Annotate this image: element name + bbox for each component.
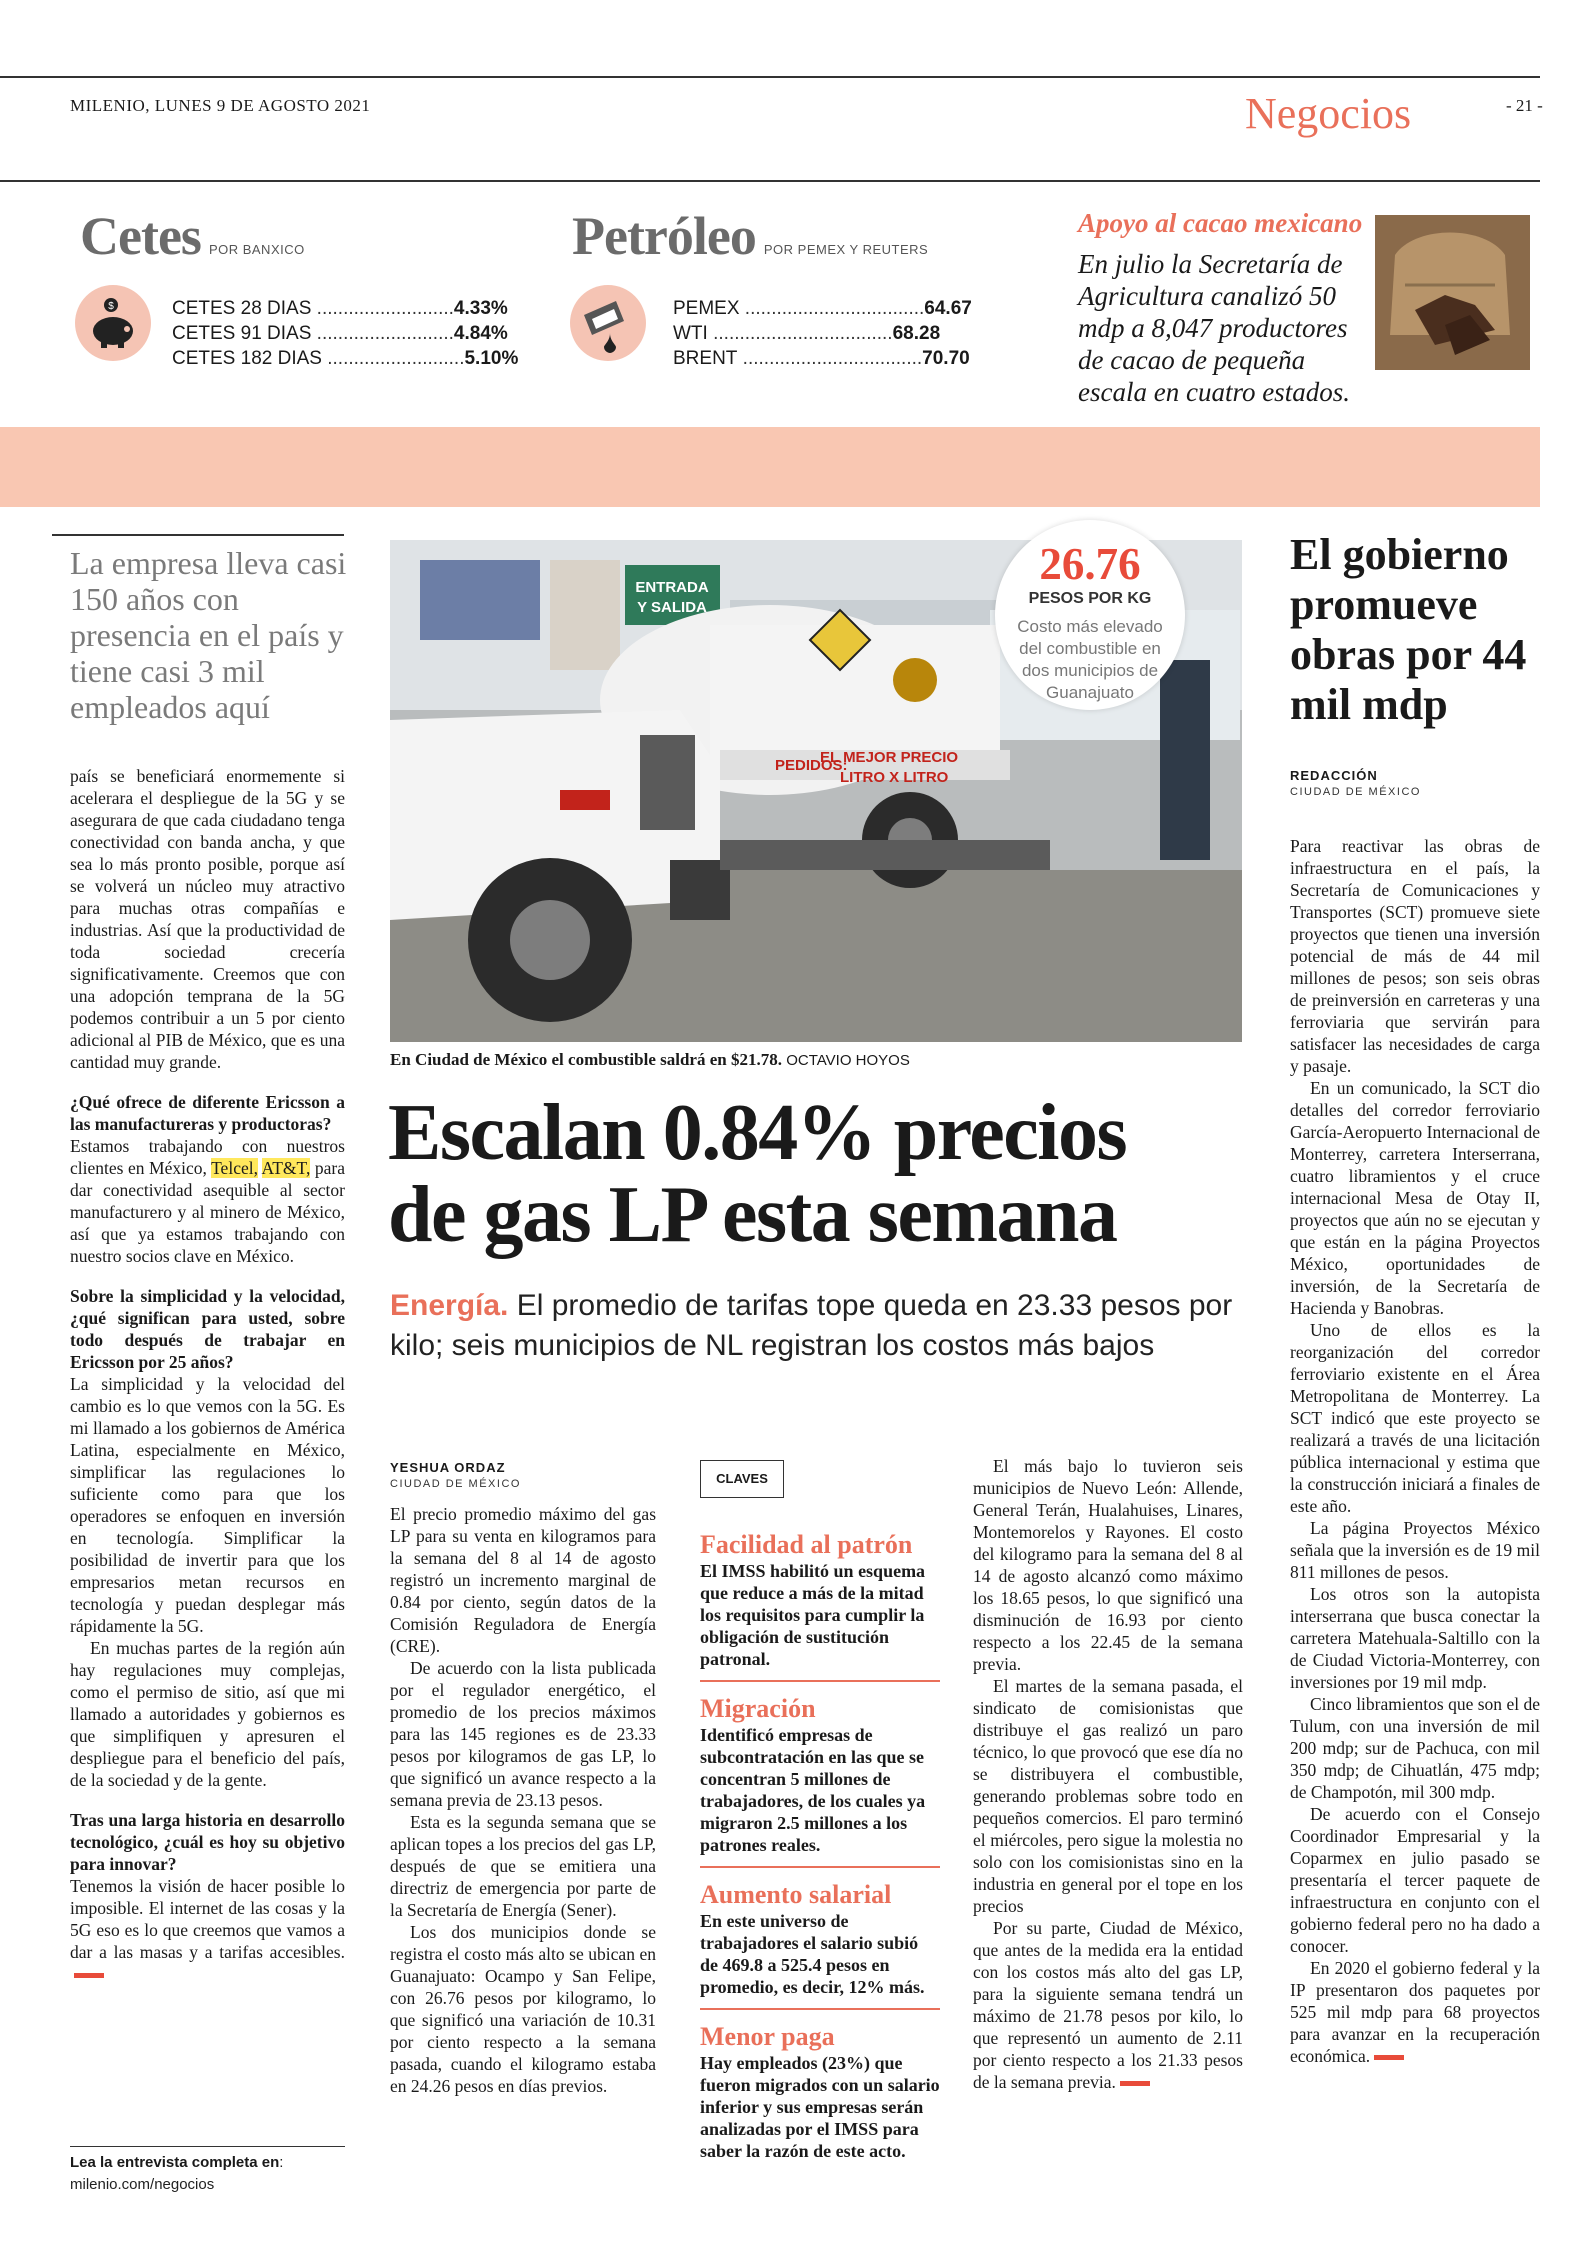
claves-item-body: Identificó empresas de subcontratación en las que se concentran 5 millones de trabajadores, de los cuales ya migraron 2.5 millones a los patrones reales. [700, 1725, 926, 1855]
cetes-heading [80, 205, 305, 267]
footnote-link[interactable]: : milenio.com/negocios [70, 2154, 284, 2193]
dateline: CIUDAD DE MÉXICO [390, 1478, 521, 1490]
story-paragraph: Cinco libramientos que son el de Tulum, con una inversión de mil 200 mdp; sur de Pachuca, con mil 350 mdp; de Cihuatlán, 475 mdp; de Champotón, mil 300 mdp. [1290, 1694, 1540, 1802]
svg-text:$: $ [108, 301, 114, 312]
claves-item-body: Hay empleados (23%) que fueron migrados con un salario inferior y sus empresas serán analizadas por el IMSS para saber la razón de este acto. [700, 2053, 940, 2161]
footnote-rule [70, 2146, 345, 2147]
claves-divider [700, 1866, 940, 1868]
story-paragraph: Para reactivar las obras de infraestructura en el país, la Secretaría de Comunicaciones y Transportes (SCT) promueve siete proyectos que tienen una inversión potencial de más de 44 mil millones de pesos; son seis obras de preinversión en carreteras y una ferroviaria que servirán para satisfacer las necesidades de carga y pasaje. [1290, 836, 1540, 1076]
claves-item-body: En este universo de trabajadores el salario subió de 469.8 a 525.4 pesos en promedio, es decir, 12% más. [700, 1911, 925, 1997]
cacao-photo [1375, 215, 1530, 370]
photo-caption: En Ciudad de México el combustible saldrá en $21.78. OCTAVIO HOYOS [390, 1050, 910, 1069]
highlight-telcel: Telcel, [211, 1158, 258, 1178]
claves-divider [700, 1680, 940, 1682]
story-paragraph: Uno de ellos es la reorganización del corredor ferroviario existente en el Área Metropolitana de Monterrey. La SCT indicó que este proyecto se realizará a través de una licitación pública internacional y estima que la construcción iniciará a finales de este año. [1290, 1320, 1540, 1516]
price-description: Costo más elevado del combustible en dos municipios de Guanajuato [1017, 617, 1163, 702]
claves-sidebar [700, 1530, 940, 2162]
color-band [0, 427, 1540, 507]
right-dateline: CIUDAD DE MÉXICO [1290, 786, 1421, 798]
story-paragraph: En un comunicado, la SCT dio detalles del corredor ferroviario García-Aeropuerto Internacional de Monterrey, carretera Interserrana, cuatro libramientos y el cruce internacional Mesa de Otay II, proyectos que aún no se ejecutan y que están en la página Proyectos México, oportunidades de inversión, de la Secretaría de Hacienda y Banobras. [1290, 1078, 1540, 1318]
story-paragraph: Los dos municipios donde se registra el costo más alto se ubican en Guanajuato: Ocampo y San Felipe, con 26.76 pesos por kilogramo, lo que significó una variación de 10.31 por ciento respecto a la semana pasada, cuando el kilogramo estaba en 24.26 pesos en días previos. [390, 1922, 656, 2096]
claves-label: CLAVES [700, 1460, 784, 1498]
svg-text:PEDIDOS:: PEDIDOS: [775, 757, 848, 774]
story-paragraph: De acuerdo con la lista publicada por el regulador energético, el promedio de los precios máximos para las 145 regiones es de 23.33 pesos por kilogramos de gas LP, lo que significó un avance respecto a la semana previa de 23.13 pesos. [390, 1658, 656, 1810]
petroleo-row: BRENT .................................. 70.70 [673, 348, 970, 369]
interview-answer: Estamos trabajando con nuestros clientes en México, Telcel, AT&T, para dar conectividad asequible al sector manufacturero y al minero de México, así que ya estamos trabajando con nuestro socios clave en México. [70, 1136, 345, 1266]
story-paragraph: El más bajo lo tuvieron seis municipios de Nuevo León: Allende, General Terán, Hualahuises, Linares, Montemorelos y Rayones. El costo del kilogramo para la semana del 8 al 14 de agosto alcanzó como máximo los 18.65 pesos, lo que significó una disminución de 16.93 por ciento respecto a los 22.45 de la semana previa. [973, 1456, 1243, 1674]
section-title: Negocios [1245, 89, 1412, 138]
interview-question: ¿Qué ofrece de diferente Ericsson a las manufactureras y productoras? [70, 1092, 345, 1134]
story-paragraph: De acuerdo con el Consejo Coordinador Empresarial y la Coparmex en julio pasado se presentaría el tercer paquete de infraestructura en conjunto con el gobierno federal pero no ha dado a conocer. [1290, 1804, 1540, 1956]
story-paragraph: La página Proyectos México señala que la inversión es de 19 mil 811 millones de pesos. [1290, 1518, 1540, 1582]
petroleo-row: WTI .................................. 68.28 [673, 323, 941, 344]
photo-credit: OCTAVIO HOYOS [786, 1052, 910, 1069]
cacao-title: Apoyo al cacao mexicano [1078, 208, 1363, 238]
oil-drop-icon [570, 285, 646, 361]
cetes-title: Cetes [80, 206, 201, 266]
story-column-3 [973, 1455, 1243, 2093]
end-mark [1374, 2055, 1404, 2060]
story-paragraph: Esta es la segunda semana que se aplican topes a los precios del gas LP, después de que se emitiera una directriz de emergencia por parte de la Secretaría de Energía (Sener). [390, 1812, 656, 1920]
piggy-bank-icon [75, 285, 151, 361]
cetes-row: CETES 182 DIAS .......................... 5.10% [172, 348, 519, 369]
svg-text:ENTRADA: ENTRADA [635, 579, 709, 596]
interview-question: Tras una larga historia en desarrollo tecnológico, ¿cuál es hoy su objetivo para innovar? [70, 1810, 345, 1874]
claves-item-head: Menor paga [700, 2022, 835, 2051]
interview-answer: La simplicidad y la velocidad del cambio es lo que vemos con la 5G. Es mi llamado a los gobiernos de América Latina, especialmente en México, simplificar las regulaciones lo suficiente como para que los operadores se enfoquen en inversión en tecnología. Simplificar la posibilidad de invertir para que los empresarios metan recursos en tecnología y puedan desplegar más rápidamente la 5G. [70, 1374, 345, 1636]
byline: YESHUA ORDAZ [390, 1460, 506, 1475]
petroleo-title: Petróleo [572, 206, 756, 266]
interview-question: Sobre la simplicidad y la velocidad, ¿qué significan para usted, sobre todo después de trabajar en Ericsson por 25 años? [70, 1286, 345, 1372]
price-value: 26.76 [1039, 539, 1141, 589]
story-paragraph: Los otros son la autopista interserrana que busca conectar la carretera Matehuala-Saltillo con la de Ciudad Victoria-Monterrey, con inversiones por 19 mil mdp. [1290, 1584, 1540, 1692]
highlight-att: AT&T, [261, 1158, 311, 1178]
right-headline: El gobierno promueve obras por 44 mil mdp [1290, 530, 1527, 729]
main-headline: Escalan 0.84% precios de gas LP esta semana [388, 1089, 1127, 1259]
price-unit: PESOS POR KG [1028, 590, 1152, 607]
claves-item-head: Migración [700, 1694, 816, 1723]
interview-paragraph: país se beneficiará enormemente si acelerara el despliegue de la 5G y se asegurara de que cada ciudadano tenga conectividad con banda ancha, y que sea lo más pronto posible, porque así se volverá un núcleo muy atractivo para muchas otras compañías e industrias. Así que la productividad de toda sociedad crecería significativamente. Creemos que con una adopción temprana de la 5G podemos contribuir a un 5 por ciento adicional al PIB de México, que es una cantidad muy grande. [70, 766, 345, 1072]
svg-text:LITRO X LITRO: LITRO X LITRO [840, 769, 949, 786]
page-number: - 21 - [1506, 96, 1543, 115]
cacao-body: En julio la Secretaría de Agricultura canalizó 50 mdp a 8,047 productores de cacao de pequeña escala en cuatro estados. [1078, 249, 1350, 407]
story-paragraph: El precio promedio máximo del gas LP para su venta en kilogramos para la semana del 8 al 14 de agosto registró un incremento marginal de 0.84 por ciento, según datos de la Comisión Reguladora de Energía (CRE). [390, 1504, 656, 1656]
end-mark [1120, 2081, 1150, 2086]
cetes-table [172, 296, 519, 371]
story-paragraph: El martes de la semana pasada, el sindicato de comisionistas que distribuye el gas realizó un paro técnico, lo que provocó que ese día no se distribuyera el combustible, generando problemas sobre todo en pequeños comercios. El paro terminó el miércoles, pero sigue la molestia no solo con los comisionistas sino en la industria en general por el tope en los precios [973, 1676, 1243, 1916]
claves-item-body: El IMSS habilitó un esquema que reduce a más de la mitad los requisitos para cumplir la obligación de sustitución patronal. [700, 1561, 926, 1669]
right-byline: REDACCIÓN [1290, 768, 1378, 783]
story-paragraph: Por su parte, Ciudad de México, que antes de la medida era la entidad con los costos más alto del gas LP, para la siguiente semana tendrá un máximo de 21.78 pesos por kilo, lo que representó un aumento de 2.11 por ciento respecto a los 21.33 pesos de la semana previa. [973, 1918, 1243, 2092]
svg-text:Y SALIDA: Y SALIDA [637, 599, 707, 616]
cetes-source: POR BANXICO [208, 242, 305, 257]
cetes-row: CETES 28 DIAS .......................... 4.33% [172, 298, 508, 319]
top-rule [0, 76, 1540, 78]
petroleo-heading [572, 205, 928, 267]
footnote [70, 2152, 345, 2196]
claves-item-head: Aumento salarial [700, 1880, 892, 1909]
claves-divider [700, 2008, 940, 2010]
right-story-column [1290, 835, 1540, 2067]
folio: MILENIO, LUNES 9 DE AGOSTO 2021 [70, 96, 371, 115]
interview-column [70, 765, 345, 1985]
svg-text:EL MEJOR PRECIO: EL MEJOR PRECIO [820, 749, 959, 766]
pullquote-rule [52, 534, 344, 536]
pullquote: La empresa lleva casi 150 años con presencia en el país y tiene casi 3 mil empleados aquí [70, 545, 347, 725]
petroleo-source: POR PEMEX Y REUTERS [763, 242, 929, 257]
petroleo-row: PEMEX .................................. 64.67 [673, 298, 972, 319]
footnote-label: Lea la entrevista completa en [70, 2154, 280, 2171]
story-paragraph: En 2020 el gobierno federal y la IP presentaron dos paquetes por 525 mil mdp para 68 proyectos para avanzar en la recuperación económica. [1290, 1958, 1540, 2066]
price-bubble [995, 520, 1185, 710]
claves-item-head: Facilidad al patrón [700, 1530, 913, 1559]
petroleo-table [673, 296, 972, 371]
story-column-1 [390, 1503, 656, 2097]
interview-answer: Tenemos la visión de hacer posible lo imposible. El internet de las cosas y la 5G eso es lo que creemos que vamos a dar a las masas y a tarifas accesibles. [70, 1875, 345, 1985]
cetes-row: CETES 91 DIAS .......................... 4.84% [172, 323, 508, 344]
deck: Energía. El promedio de tarifas tope queda en 23.33 pesos por kilo; seis municipios de NL registran los costos más bajos [390, 1289, 1233, 1362]
deck-kicker: Energía. [390, 1289, 509, 1322]
interview-answer: En muchas partes de la región aún hay regulaciones muy complejas, como el permiso de sitio, así que mi llamado a autoridades y gobiernos es que simplifiquen y apresuren el despliegue para el beneficio del país, de la sociedad y de la gente. [70, 1638, 345, 1790]
end-mark [74, 1973, 104, 1978]
header-rule [0, 180, 1540, 182]
